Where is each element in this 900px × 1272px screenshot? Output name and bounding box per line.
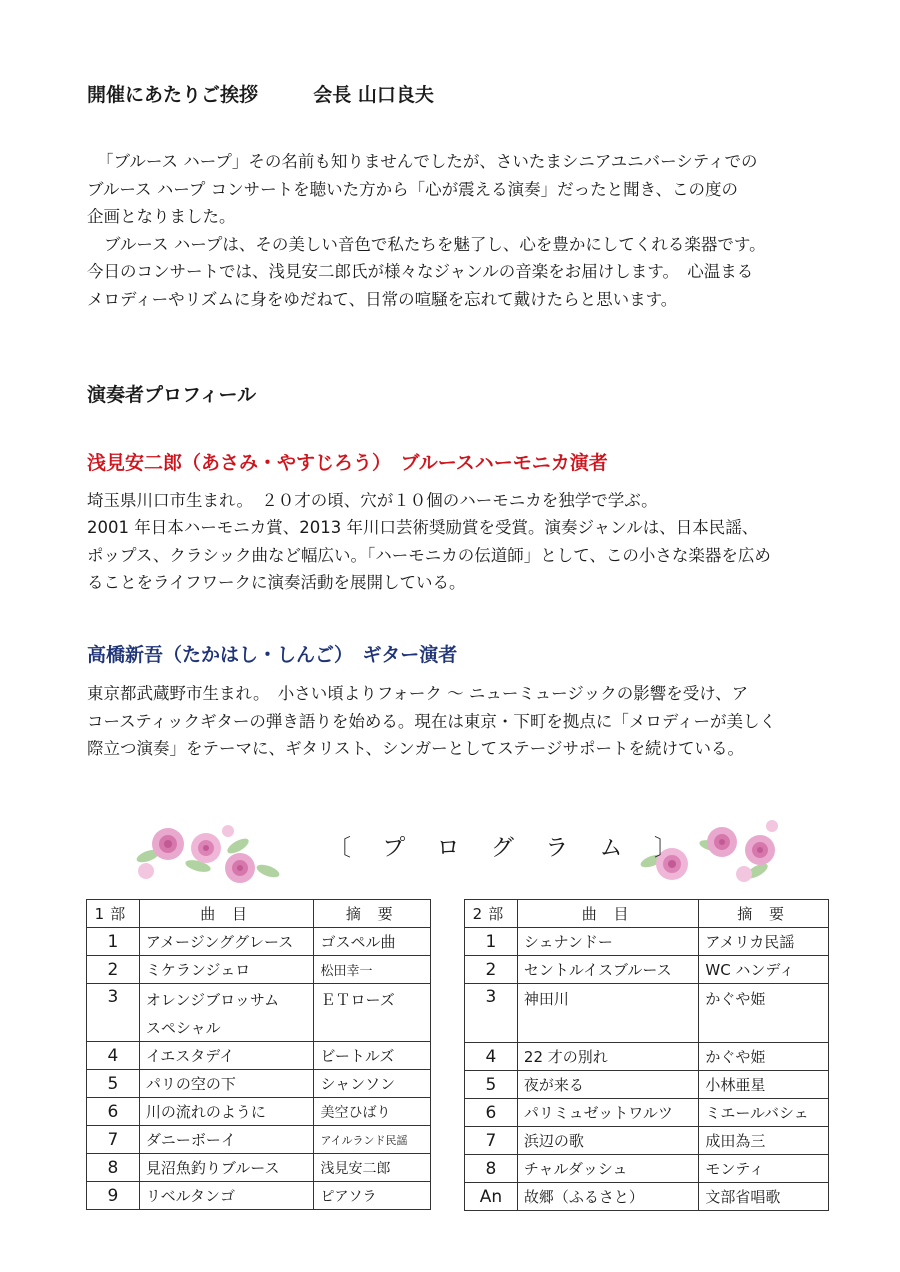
song-note bbox=[699, 1015, 829, 1043]
table-row bbox=[465, 1043, 829, 1071]
row-number: 4 bbox=[465, 1043, 518, 1071]
table-row bbox=[87, 1126, 431, 1154]
row-number: 5 bbox=[87, 1070, 140, 1098]
song-note: かぐや姫 bbox=[699, 1043, 829, 1071]
bio-line: コースティックギターの弾き語りを始める。現在は東京・下町を拠点に「メロディーが美しく bbox=[87, 712, 777, 731]
row-number: 2 bbox=[465, 956, 518, 984]
row-number bbox=[87, 1014, 140, 1042]
profile-heading: 演奏者プロフィール bbox=[87, 384, 257, 406]
table-row bbox=[465, 1015, 829, 1043]
song-title: オレンジブロッサム bbox=[139, 984, 314, 1015]
song-note: 浅見安二郎 bbox=[314, 1154, 431, 1182]
song-note: 松田幸一 bbox=[314, 956, 431, 984]
song-title: チャルダッシュ bbox=[517, 1155, 698, 1183]
program-title: 〔 プ ロ グ ラ ム 〕 bbox=[328, 835, 689, 861]
row-number: 2 bbox=[87, 956, 140, 984]
row-number: 7 bbox=[465, 1127, 518, 1155]
row-number: 6 bbox=[87, 1098, 140, 1126]
header-part: 2部 bbox=[465, 900, 518, 928]
song-title: イエスタデイ bbox=[139, 1042, 314, 1070]
table-row bbox=[87, 984, 431, 1015]
song-title: セントルイスブルース bbox=[517, 956, 698, 984]
header-part: 1部 bbox=[87, 900, 140, 928]
table-row bbox=[87, 1098, 431, 1126]
table-row bbox=[87, 1042, 431, 1070]
table-row bbox=[87, 1182, 431, 1210]
bio-line: 東京都武蔵野市生まれ。 小さい頃よりフォーク ～ ニューミュージックの影響を受け、ア bbox=[87, 684, 749, 703]
song-title: 見沼魚釣りブルース bbox=[139, 1154, 314, 1182]
song-note: 文部省唱歌 bbox=[699, 1183, 829, 1211]
greeting-title: 開催にあたりご挨拶 bbox=[87, 84, 259, 106]
row-number: 6 bbox=[465, 1099, 518, 1127]
table-row bbox=[465, 956, 829, 984]
song-title: パリの空の下 bbox=[139, 1070, 314, 1098]
header-title: 曲 目 bbox=[139, 900, 314, 928]
bio-line: ポップス、クラシック曲など幅広い。「ハーモニカの伝道師」として、この小さな楽器を広め bbox=[87, 546, 771, 565]
row-number: 8 bbox=[87, 1154, 140, 1182]
table-header-row bbox=[465, 900, 829, 928]
row-number: 4 bbox=[87, 1042, 140, 1070]
row-number: 8 bbox=[465, 1155, 518, 1183]
greeting-line: メロディーやリズムに身をゆだねて、日常の喧騒を忘れて戴けたらと思います。 bbox=[87, 290, 678, 309]
table-row bbox=[465, 1071, 829, 1099]
table-row bbox=[87, 956, 431, 984]
greeting-author: 会長 山口良夫 bbox=[313, 84, 434, 106]
performer-name-takahashi: 高橋新吾（たかはし・しんご） ギター演者 bbox=[87, 644, 458, 666]
row-number: 3 bbox=[465, 984, 518, 1016]
song-title: 故郷（ふるさと） bbox=[517, 1183, 698, 1211]
song-title: アメージンググレース bbox=[139, 928, 314, 956]
song-note: ＥＴローズ bbox=[314, 984, 431, 1015]
song-note: ピアソラ bbox=[314, 1182, 431, 1210]
row-number bbox=[465, 1015, 518, 1043]
song-note: かぐや姫 bbox=[699, 984, 829, 1016]
song-title: 22 才の別れ bbox=[517, 1043, 698, 1071]
table-header-row bbox=[87, 900, 431, 928]
table-row bbox=[465, 1183, 829, 1211]
program-table-part1 bbox=[86, 899, 431, 1210]
song-title: パリミュゼットワルツ bbox=[517, 1099, 698, 1127]
song-title: 神田川 bbox=[517, 984, 698, 1016]
song-note: 成田為三 bbox=[699, 1127, 829, 1155]
song-note: ゴスペル曲 bbox=[314, 928, 431, 956]
song-note: 美空ひばり bbox=[314, 1098, 431, 1126]
row-number: 1 bbox=[465, 928, 518, 956]
row-number: 5 bbox=[465, 1071, 518, 1099]
greeting-line: 今日のコンサートでは、浅見安二郎氏が様々なジャンルの音楽をお届けします。 心温まる bbox=[87, 262, 754, 281]
song-title: スペシャル bbox=[139, 1014, 314, 1042]
table-row bbox=[465, 1127, 829, 1155]
bio-line: 際立つ演奏」をテーマに、ギタリスト、シンガーとしてステージサポートを続けている。 bbox=[87, 739, 744, 758]
rose-decoration-left bbox=[128, 816, 283, 886]
song-note: 小林亜星 bbox=[699, 1071, 829, 1099]
row-number: 1 bbox=[87, 928, 140, 956]
row-number: 7 bbox=[87, 1126, 140, 1154]
program-table-part2 bbox=[464, 899, 829, 1211]
header-notes: 摘 要 bbox=[314, 900, 431, 928]
song-note: アイルランド民謡 bbox=[314, 1126, 431, 1154]
rose-icon bbox=[138, 825, 255, 883]
song-title: 夜が来る bbox=[517, 1071, 698, 1099]
row-number: 9 bbox=[87, 1182, 140, 1210]
song-title: 浜辺の歌 bbox=[517, 1127, 698, 1155]
table-row bbox=[87, 1070, 431, 1098]
song-note: モンティ bbox=[699, 1155, 829, 1183]
table-row bbox=[465, 1099, 829, 1127]
song-note: ビートルズ bbox=[314, 1042, 431, 1070]
song-title: ミケランジェロ bbox=[139, 956, 314, 984]
table-row bbox=[87, 1154, 431, 1182]
song-title bbox=[517, 1015, 698, 1043]
song-title: リベルタンゴ bbox=[139, 1182, 314, 1210]
song-note bbox=[314, 1014, 431, 1042]
row-number: 3 bbox=[87, 984, 140, 1015]
greeting-line: ブルース ハープは、その美しい音色で私たちを魅了し、心を豊かにしてくれる楽器です。 bbox=[104, 235, 766, 254]
greeting-line: 「ブルース ハープ」その名前も知りませんでしたが、さいたまシニアユニバーシティでの bbox=[97, 152, 758, 171]
greeting-line: 企画となりました。 bbox=[87, 207, 236, 226]
table-row bbox=[465, 928, 829, 956]
greeting-line: ブルース ハープ コンサートを聴いた方から「心が震える演奏」だったと聞き、この度の bbox=[87, 180, 739, 199]
greeting-heading bbox=[87, 80, 434, 107]
song-title: ダニーボーイ bbox=[139, 1126, 314, 1154]
bio-line: ることをライフワークに演奏活動を展開している。 bbox=[87, 573, 466, 592]
song-note: ミエールバシェ bbox=[699, 1099, 829, 1127]
song-title: シェナンドー bbox=[517, 928, 698, 956]
song-note: アメリカ民謡 bbox=[699, 928, 829, 956]
bio-line: 埼玉県川口市生まれ。 ２０才の頃、穴が１０個のハーモニカを独学で学ぶ。 bbox=[87, 491, 658, 510]
table-row bbox=[465, 1155, 829, 1183]
bio-line: 2001 年日本ハーモニカ賞、2013 年川口芸術奨励賞を受賞。演奏ジャンルは、日本民謡、 bbox=[87, 518, 759, 537]
song-title: 川の流れのように bbox=[139, 1098, 314, 1126]
table-row bbox=[465, 984, 829, 1016]
song-note: WC ハンディ bbox=[699, 956, 829, 984]
header-notes: 摘 要 bbox=[699, 900, 829, 928]
table-row bbox=[87, 1014, 431, 1042]
song-note: シャンソン bbox=[314, 1070, 431, 1098]
table-row bbox=[87, 928, 431, 956]
performer-name-asami: 浅見安二郎（あさみ・やすじろう） ブルースハーモニカ演者 bbox=[87, 452, 608, 474]
header-title: 曲 目 bbox=[517, 900, 698, 928]
row-number: An bbox=[465, 1183, 518, 1211]
